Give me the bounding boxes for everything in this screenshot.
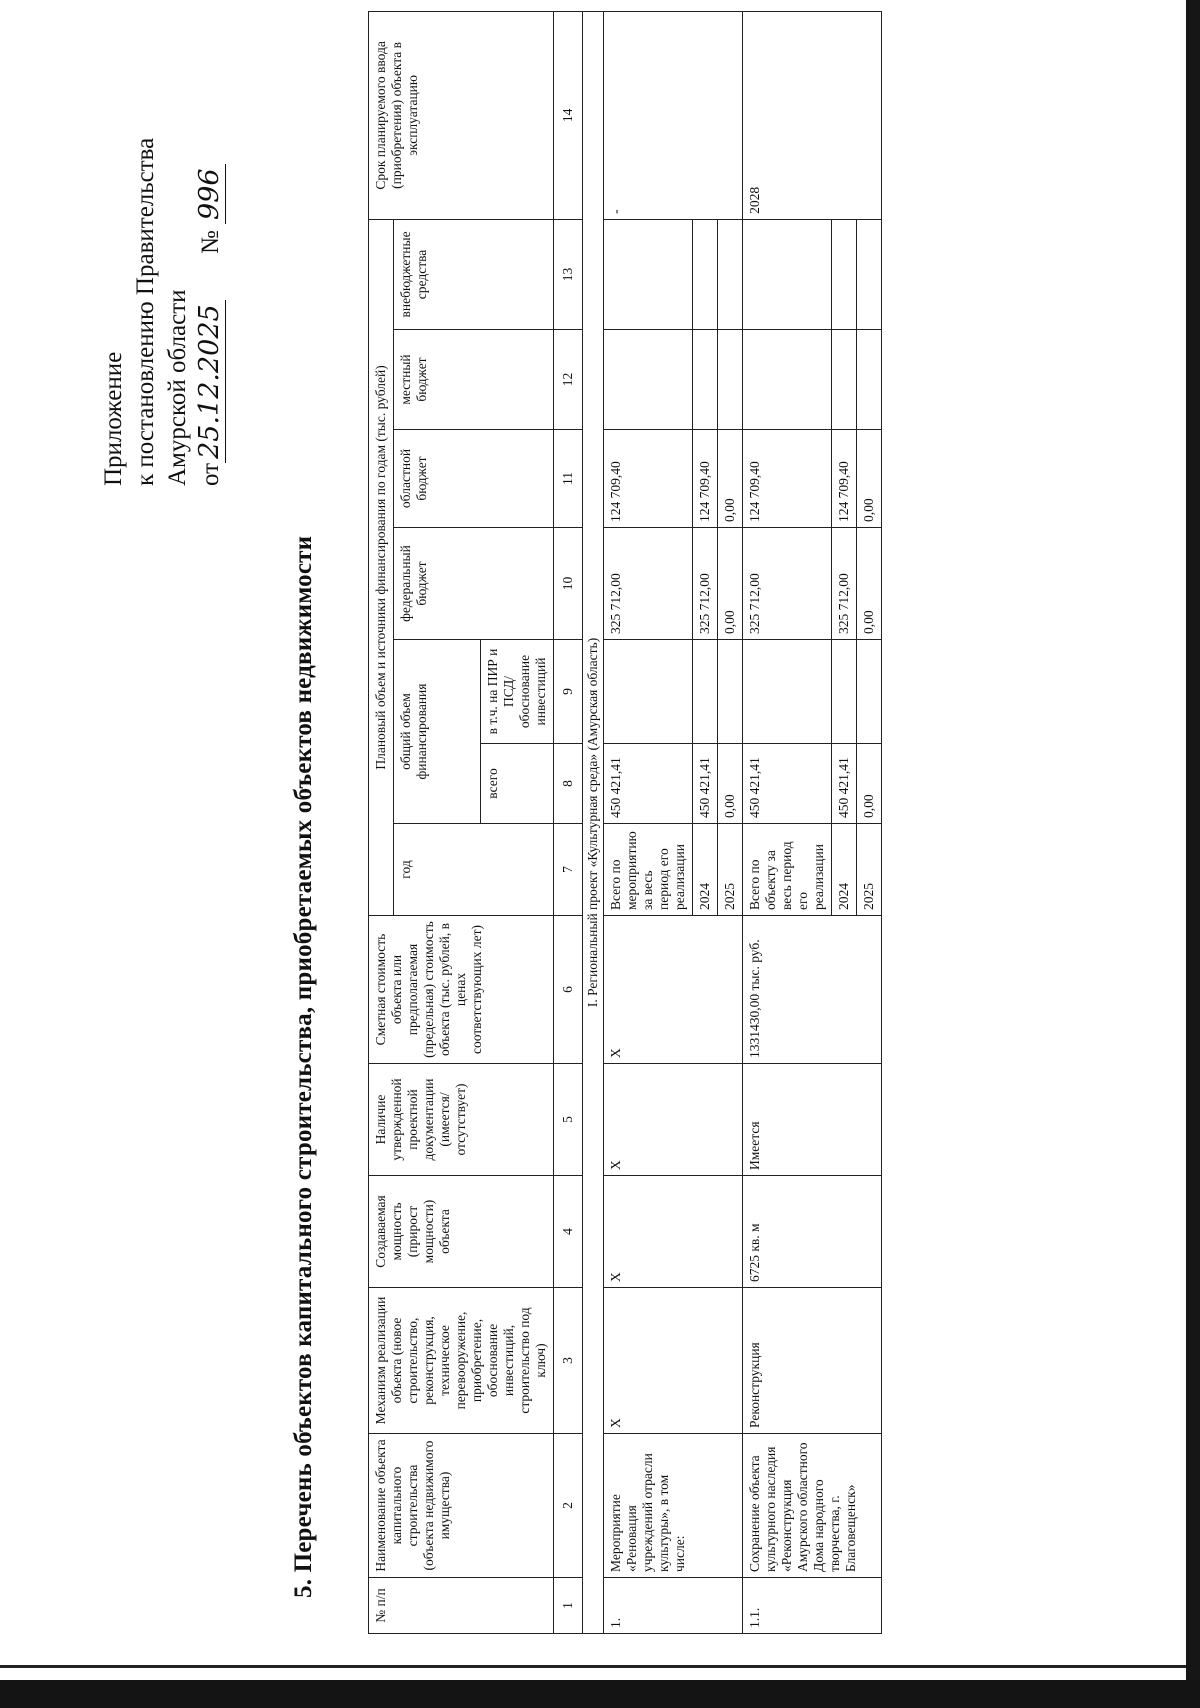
row-regional: 0,00 — [718, 430, 743, 528]
column-numbers-row — [554, 11, 583, 1633]
row-cost: Х — [604, 916, 743, 1064]
row-pir — [857, 640, 882, 744]
header-total-pir: в т.ч. на ПИР и ПСД/ обоснование инвестиций — [481, 640, 554, 744]
row-total: 0,00 — [718, 744, 743, 824]
header-federal: федеральный бюджет — [394, 528, 554, 640]
date-from-label: от — [197, 462, 224, 486]
col-number: 9 — [554, 640, 583, 744]
row-federal: 0,00 — [718, 528, 743, 640]
handwritten-date: 25.12.2025 — [194, 300, 226, 463]
row-pir — [604, 640, 693, 744]
row-term: - — [604, 11, 743, 219]
header-name: Наименование объекта капитального строительства (объекта недвижимого имущества) — [369, 1434, 554, 1578]
header-term: Срок планируемого ввода (приобретения) объекта в эксплуатацию — [369, 11, 554, 219]
row-extra — [857, 219, 882, 329]
row-federal: 325 712,00 — [693, 528, 718, 640]
table-row — [604, 11, 693, 1633]
row-total: 0,00 — [857, 744, 882, 824]
row-regional: 124 709,40 — [604, 430, 693, 528]
col-number: 2 — [554, 1434, 583, 1578]
table-row — [743, 11, 832, 1633]
row-federal: 325 712,00 — [832, 528, 857, 640]
row-regional: 0,00 — [857, 430, 882, 528]
row-capacity: 6725 кв. м — [743, 1176, 882, 1288]
header-year: год — [394, 824, 554, 916]
col-number: 3 — [554, 1288, 583, 1434]
row-pir — [743, 640, 832, 744]
row-regional: 124 709,40 — [743, 430, 832, 528]
row-extra — [743, 219, 832, 329]
row-extra — [693, 219, 718, 329]
row-year: Всего по объекту за весь период его реализации — [743, 824, 832, 916]
row-total: 450 421,41 — [693, 744, 718, 824]
row-pir — [718, 640, 743, 744]
appendix-date-line — [194, 26, 227, 486]
row-num: 1. — [604, 1578, 743, 1634]
row-local — [857, 330, 882, 430]
row-term: 2028 — [743, 11, 882, 219]
row-extra — [832, 219, 857, 329]
col-number: 14 — [554, 11, 583, 219]
row-local — [743, 330, 832, 430]
section-title: I. Региональный проект «Культурная среда» (Амурская область) — [583, 11, 604, 1633]
col-number: 1 — [554, 1578, 583, 1634]
row-year: 2024 — [832, 824, 857, 916]
appendix-line-2: к постановлению Правительства — [132, 137, 159, 486]
row-federal: 0,00 — [857, 528, 882, 640]
row-local — [832, 330, 857, 430]
col-number: 5 — [554, 1064, 583, 1176]
row-year: 2025 — [718, 824, 743, 916]
row-num: 1.1. — [743, 1578, 882, 1634]
row-total: 450 421,41 — [743, 744, 832, 824]
row-regional: 124 709,40 — [693, 430, 718, 528]
row-federal: 325 712,00 — [604, 528, 693, 640]
handwritten-number: 996 — [194, 164, 226, 224]
row-docs: Имеется — [743, 1064, 882, 1176]
col-number: 4 — [554, 1176, 583, 1288]
col-number: 10 — [554, 528, 583, 640]
row-cost: 1331430,00 тыс. руб. — [743, 916, 882, 1064]
row-extra — [604, 219, 693, 329]
document-title: 5. Перечень объектов капитального строительства, приобретаемых объектов недвижимости — [290, 535, 317, 1598]
row-local — [718, 330, 743, 430]
header-num: № п/п — [369, 1578, 554, 1634]
header-local: местный бюджет — [394, 330, 554, 430]
row-pir — [693, 640, 718, 744]
row-local — [693, 330, 718, 430]
appendix-line-3: Амурской области — [164, 289, 191, 486]
header-total-group: общий объем финансирования — [394, 640, 481, 824]
row-extra — [718, 219, 743, 329]
header-mechanism: Механизм реализации объекта (новое строительство, реконструкция, техническое перевооружение, приобретение, обоснование инвестиций, строительство под ключ) — [369, 1288, 554, 1434]
header-extra: внебюджетные средства — [394, 219, 554, 329]
header-cost: Сметная стоимость объекта или предполагаемая (предельная) стоимость объекта (тыс. рублей, в ценах соответствующих лет) — [369, 916, 554, 1064]
col-number: 11 — [554, 430, 583, 528]
row-total: 450 421,41 — [832, 744, 857, 824]
appendix-line-1: Приложение — [100, 351, 127, 486]
header-plan-group: Плановый объем и источники финансирования по годам (тыс. рублей) — [369, 219, 394, 915]
col-number: 8 — [554, 744, 583, 824]
header-capacity: Создаваемая мощность (прирост мощности) объекта — [369, 1176, 554, 1288]
header-row-1 — [369, 11, 394, 1633]
row-local — [604, 330, 693, 430]
row-regional: 124 709,40 — [832, 430, 857, 528]
row-year: 2024 — [693, 824, 718, 916]
number-label: № — [197, 230, 224, 255]
row-docs: Х — [604, 1064, 743, 1176]
header-docs: Наличие утвержденной проектной документации (имеется/ отсутствует) — [369, 1064, 554, 1176]
row-year: Всего по мероприятию за весь период его реализации — [604, 824, 693, 916]
col-number: 13 — [554, 219, 583, 329]
appendix-header — [98, 26, 227, 486]
header-total-all: всего — [481, 744, 554, 824]
objects-table-wrapper — [368, 12, 882, 1634]
row-mechanism: Х — [604, 1288, 743, 1434]
header-regional: областной бюджет — [394, 430, 554, 528]
col-number: 6 — [554, 916, 583, 1064]
row-pir — [832, 640, 857, 744]
row-name: Мероприятие «Реновация учреждений отрасли культуры», в том числе: — [604, 1434, 743, 1578]
row-capacity: Х — [604, 1176, 743, 1288]
objects-table — [368, 11, 882, 1634]
section-row — [583, 11, 604, 1633]
col-number: 7 — [554, 824, 583, 916]
row-name: Сохранение объекта культурного наследия «Реконструкция Амурского областного Дома народного творчества, г. Благовещенск» — [743, 1434, 882, 1578]
row-federal: 325 712,00 — [743, 528, 832, 640]
row-total: 450 421,41 — [604, 744, 693, 824]
row-mechanism: Реконструкция — [743, 1288, 882, 1434]
row-year: 2025 — [857, 824, 882, 916]
col-number: 12 — [554, 330, 583, 430]
